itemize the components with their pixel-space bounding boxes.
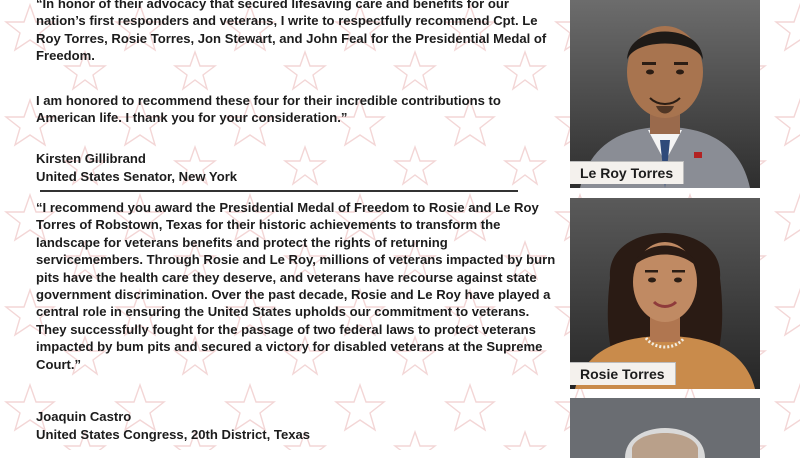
author-name: Joaquin Castro	[36, 409, 132, 424]
photo-caption: Rosie Torres	[570, 362, 676, 385]
photo-third-person	[570, 398, 760, 458]
photo-rosie-torres	[570, 198, 760, 389]
gillibrand-signature	[36, 150, 237, 186]
author-title: United States Senator, New York	[36, 169, 238, 184]
castro-signature	[36, 408, 310, 444]
author-name: Kirsten Gillibrand	[36, 151, 146, 166]
photo-le-roy-torres	[570, 0, 760, 188]
gillibrand-quote-paragraph-1: “In honor of their advocacy that secured lifesaving care and benefits for our nation’s first responders and veterans, I write to respectfully recommend Cpt. Le Roy Torres, Rosie Torres, Jon Stewart, and John Feal for the Presidential Medal of Freedom.	[36, 0, 547, 64]
castro-quote: “I recommend you award the Presidential Medal of Freedom to Rosie and Le Roy Torres of Robstown, Texas for their historic achievements to transform the landscape for veterans benefits and protect the rights of returning servicemembers. Through Rosie and Le Roy, millions of veterans impacted by burn pits have the health care they deserve, and veterans have recourse against state government discrimination. Over the past decade, Rosie and Le Roy have played a central role in ensuring the United States upholds our commitment to veterans. They successfully fought for the passage of two federal laws to protect veterans impacted by bum pits and secured a victory for disabled veterans at the Supreme Court.”	[36, 200, 556, 372]
photo-caption: Le Roy Torres	[570, 161, 684, 184]
gillibrand-quote-paragraph-2: I am honored to recommend these four for their incredible contributions to American life. I thank you for your consideration.”	[36, 93, 501, 126]
author-title: United States Congress, 20th District, Texas	[36, 427, 311, 442]
section-divider	[40, 190, 518, 192]
